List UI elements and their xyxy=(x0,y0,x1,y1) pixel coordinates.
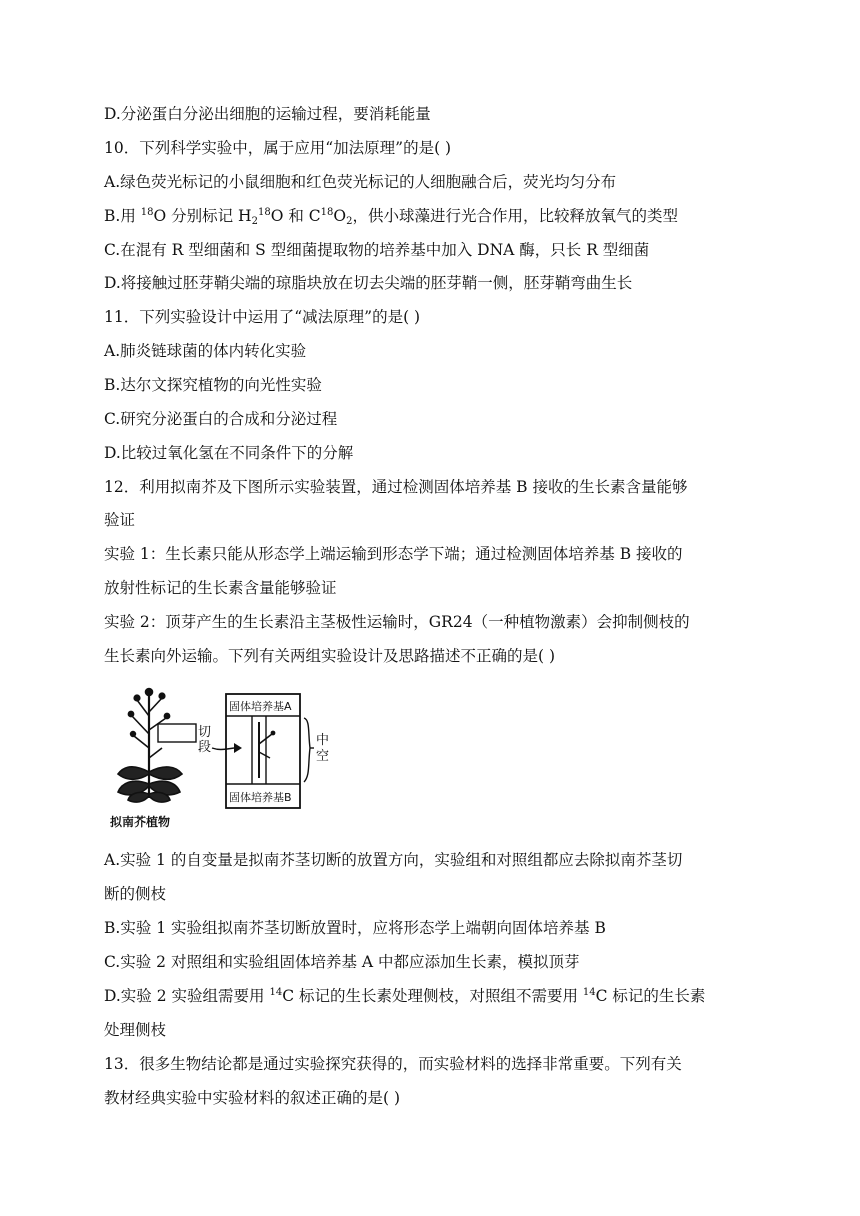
experiment-1-line-2: 放射性标记的生长素含量能够验证 xyxy=(104,579,337,597)
question-11-stem: 11．下列实验设计中运用了“减法原理”的是( ) xyxy=(104,308,421,326)
option-9d: D.分泌蛋白分泌出细胞的运输过程，要消耗能量 xyxy=(104,105,431,123)
option-11d: D.比较过氧化氢在不同条件下的分解 xyxy=(104,444,354,462)
experiment-1-line-1: 实验 1：生长素只能从形态学上端运输到形态学下端；通过检测固体培养基 B 接收的 xyxy=(104,545,683,563)
option-12a-line-1: A.实验 1 的自变量是拟南芥茎切断的放置方向，实验组和对照组都应去除拟南芥茎切 xyxy=(104,851,683,869)
option-12a-line-2: 断的侧枝 xyxy=(104,885,167,903)
option-12d-line-1: D.实验 2 实验组需要用 $^{14}$C 标记的生长素处理侧枝，对照组不需要用 $^{14}$C 标记的生长素 xyxy=(104,987,706,1005)
question-12-stem-line-2: 验证 xyxy=(104,511,136,529)
option-12c: C.实验 2 对照组和实验组固体培养基 A 中都应添加生长素，模拟顶芽 xyxy=(104,953,580,971)
question-13-stem-line-1: 13．很多生物结论都是通过实验探究获得的，而实验材料的选择非常重要。下列有关 xyxy=(104,1055,682,1073)
medium-a-label: 固体培养基A xyxy=(229,700,292,713)
question-10-stem: 10．下列科学实验中，属于应用“加法原理”的是( ) xyxy=(104,139,452,157)
plant-illustration xyxy=(118,689,196,803)
option-10b: B.用 $^{18}$O 分别标记 $H_2^{18}O$ 和 $C^{18}O_2$，供小球藻进行光合作用，比较释放氧气的类型 xyxy=(104,207,678,227)
option-12b: B.实验 1 实验组拟南芥茎切断放置时，应将形态学上端朝向固体培养基 B xyxy=(104,919,606,937)
experiment-2-line-1: 实验 2：顶芽产生的生长素沿主茎极性运输时，GR24（一种植物激素）会抑制侧枝的 xyxy=(104,613,690,631)
option-11b: B.达尔文探究植物的向光性实验 xyxy=(104,376,322,394)
question-12-stem-line-1: 12．利用拟南芥及下图所示实验装置，通过检测固体培养基 B 接收的生长素含量能够 xyxy=(104,478,688,496)
option-10a: A.绿色荧光标记的小鼠细胞和红色荧光标记的人细胞融合后，荧光均匀分布 xyxy=(104,173,617,191)
hollow-label-1: 中 xyxy=(316,733,330,748)
option-11c: C.研究分泌蛋白的合成和分泌过程 xyxy=(104,410,338,428)
question-13-stem-line-2: 教材经典实验中实验材料的叙述正确的是( ) xyxy=(104,1089,401,1107)
option-10c: C.在混有 R 型细菌和 S 型细菌提取物的培养基中加入 DNA 酶，只长 R 型细菌 xyxy=(104,241,650,259)
arrow-icon xyxy=(212,743,242,753)
option-12d-line-2: 处理侧枝 xyxy=(104,1021,167,1039)
experiment-2-line-2: 生长素向外运输。下列有关两组实验设计及思路描述不正确的是( ) xyxy=(104,647,556,665)
plant-label: 拟南芥植物 xyxy=(110,815,171,829)
medium-b-label: 固体培养基B xyxy=(229,791,292,804)
option-11a: A.肺炎链球菌的体内转化实验 xyxy=(104,342,307,360)
cut-label-1: 切 xyxy=(198,725,212,740)
experiment-figure xyxy=(104,686,334,832)
cut-label-2: 段 xyxy=(198,740,212,755)
hollow-label-2: 空 xyxy=(316,749,330,764)
option-10d: D.将接触过胚芽鞘尖端的琼脂块放在切去尖端的胚芽鞘一侧，胚芽鞘弯曲生长 xyxy=(104,274,633,292)
